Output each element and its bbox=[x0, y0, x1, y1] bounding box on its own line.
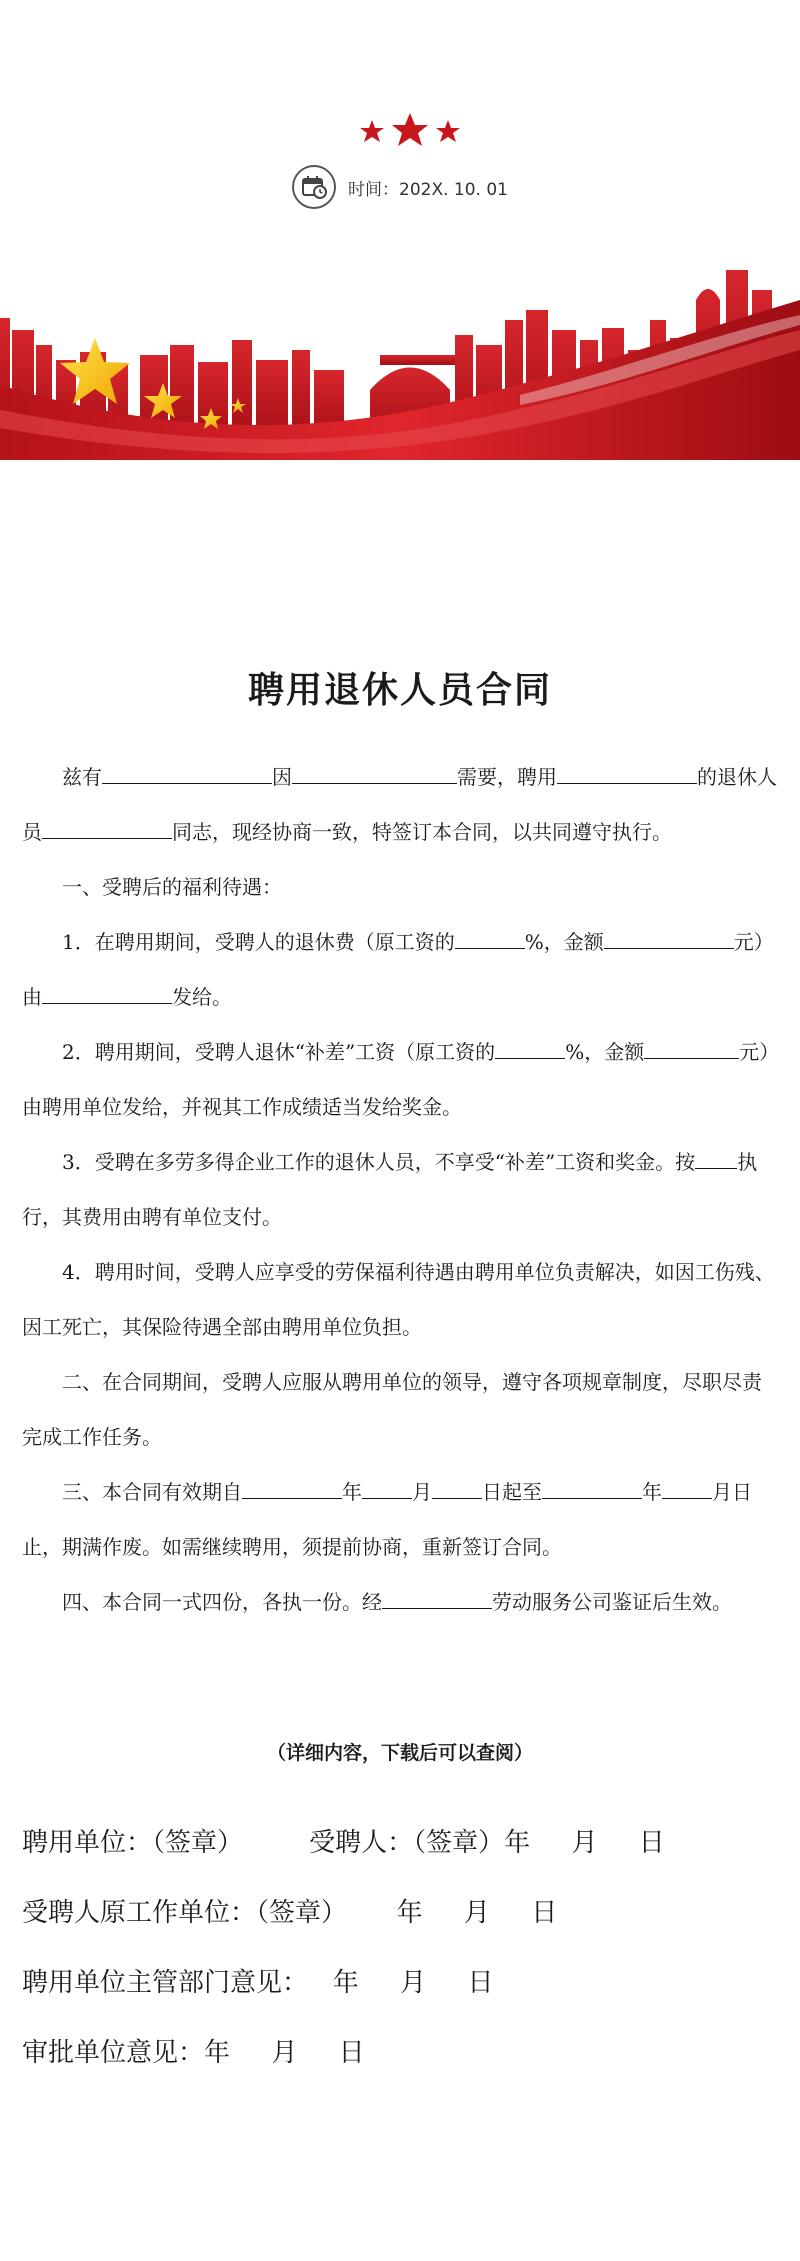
section-4: 四、本合同一式四份，各执一份。经 劳动服务公司鉴证后生效。 bbox=[62, 1590, 732, 1614]
star-large-center-icon bbox=[392, 113, 428, 146]
section-2: 二、在合同期间，受聘人应服从聘用单位的领导，遵守各项规章制度，尽职尽责完成工作任务。 bbox=[22, 1370, 762, 1449]
signature-line-2: 受聘人原工作单位：（签章） 年 月 日 bbox=[22, 1898, 558, 1928]
clause-4: 4．聘用时间，受聘人应享受的劳保福利待遇由聘用单位负责解决，如因工伤残、因工死亡，其保险待遇全部由聘用单位负担。 bbox=[22, 1260, 775, 1339]
section-3: 三、本合同有效期自 年 月 日起至 年 月日止，期满作废。如需继续聘用，须提前协商，重新签订合同。 bbox=[22, 1480, 752, 1559]
download-note: （详细内容，下载后可以查阅） bbox=[266, 1742, 533, 1764]
clause-1: 1．在聘用期间，受聘人的退休费（原工资的 %，金额 元）由 发给。 bbox=[22, 930, 774, 1009]
section-1-heading: 一、受聘后的福利待遇： bbox=[62, 875, 282, 899]
contract-body bbox=[22, 750, 778, 1630]
date-row bbox=[0, 165, 800, 209]
date-value: 202X. 10. 01 bbox=[399, 179, 508, 200]
signature-line-4: 审批单位意见：年 月 日 bbox=[22, 2038, 365, 2068]
clause-2: 2．聘用期间，受聘人退休“补差”工资（原工资的 %，金额 元）由聘用单位发给，并视其工作成绩适当发给奖金。 bbox=[22, 1040, 770, 1119]
date-text bbox=[348, 175, 508, 200]
signature-line-1: 聘用单位：（签章） 受聘人：（签章）年 月 日 bbox=[22, 1828, 665, 1858]
star-small-left-icon bbox=[360, 120, 384, 142]
intro-paragraph: 兹有 因 需要，聘用 的退休人员 同志，现经协商一致，特签订本合同，以共同遵守执行。 bbox=[22, 765, 777, 844]
header-banner bbox=[0, 0, 800, 460]
page-title: 聘用退休人员合同 bbox=[247, 670, 552, 711]
date-label: 时间： bbox=[348, 179, 399, 200]
signature-line-3: 聘用单位主管部门意见： 年 月 日 bbox=[22, 1968, 494, 1998]
calendar-clock-icon bbox=[292, 165, 336, 209]
clause-3: 3．受聘在多劳多得企业工作的退休人员，不享受“补差”工资和奖金。按 执行，其费用由聘有单位支付。 bbox=[22, 1150, 758, 1229]
